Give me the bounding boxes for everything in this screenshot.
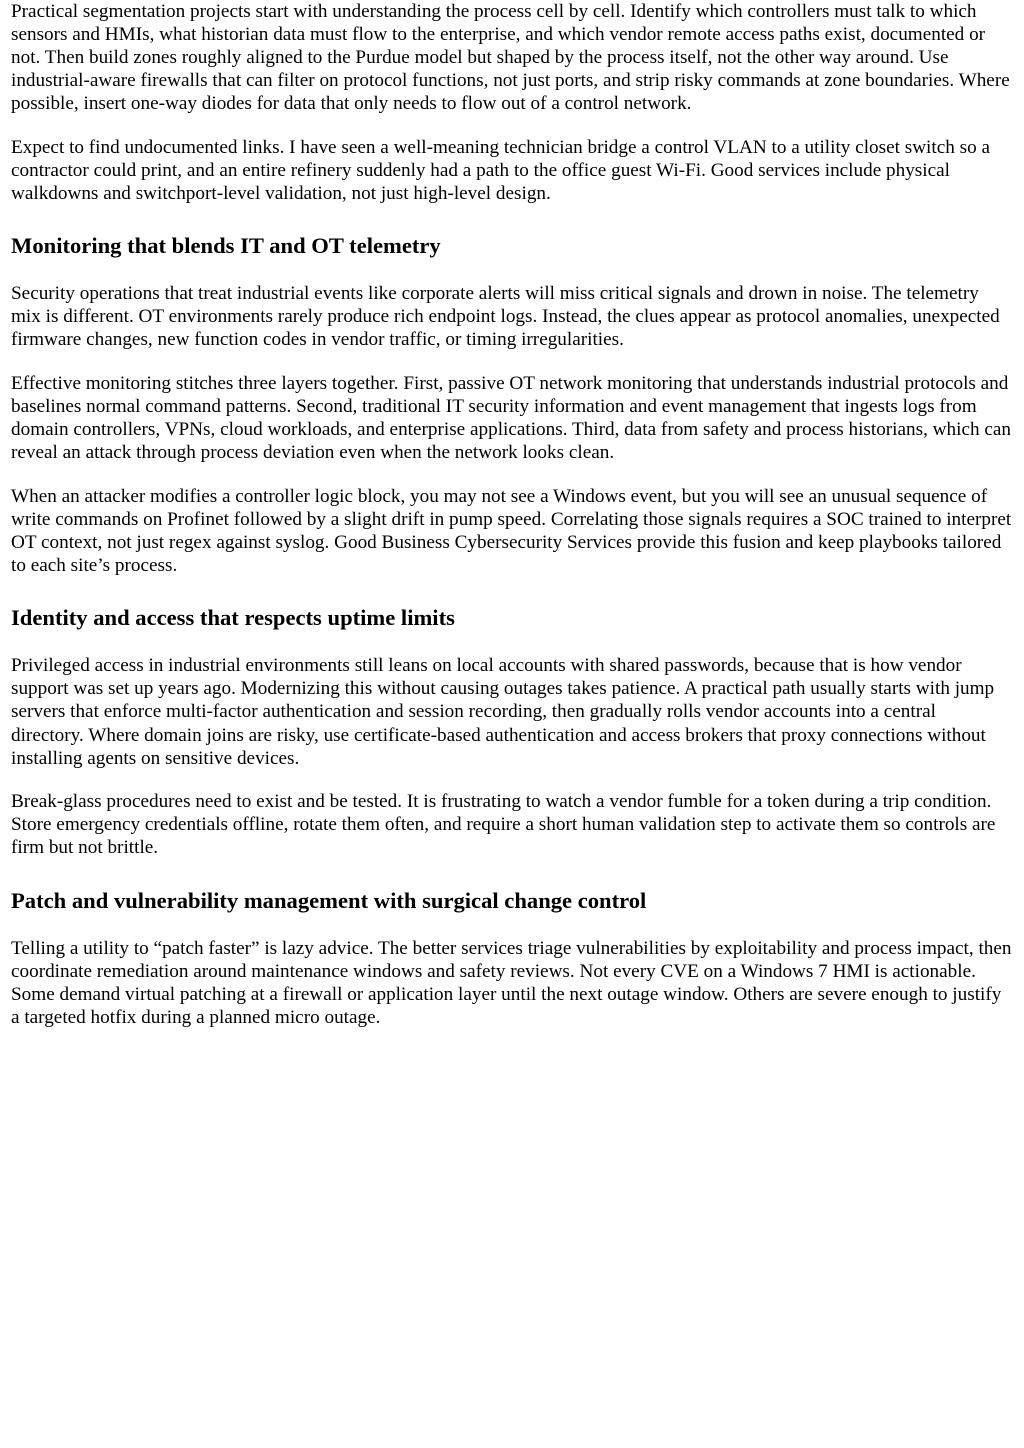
paragraph-attacker-example: When an attacker modifies a controller logic block, you may not see a Windows event, but you will see an unusual sequence of write commands on Profinet followed by a slight drift in pump speed. Correlating those signals requires a SOC trained to interpret OT context, not just regex against syslog. Good Business Cybersecurity Services provide this fusion and keep playbooks tailored to each site’s process. — [11, 485, 1012, 577]
paragraph-privileged-access: Privileged access in industrial environments still leans on local accounts with shared passwords, because that is how vendor support was set up years ago. Modernizing this without causing outages takes patience. A practical path usually starts with jump servers that enforce multi-factor authentication and session recording, then gradually rolls vendor accounts into a central directory. Where domain joins are risky, use certificate-based authentication and access brokers that proxy connections without installing agents on sensitive devices. — [11, 655, 995, 769]
paragraph-segmentation-projects: Practical segmentation projects start with understanding the process cell by cell. Identify which controllers must talk to which sensors and HMIs, what historian data must flow to the enterprise, and which vendor remote access paths exist, documented or not. Then build zones roughly aligned to the Purdue model but shaped by the process itself, not the other way around. Use industrial-aware firewalls that can filter on protocol functions, not just ports, and strip risky commands at zone boundaries. Where possible, insert one-way diodes for data that only needs to flow out of a control network. — [11, 1, 1010, 115]
paragraph-security-operations: Security operations that treat industrial events like corporate alerts will miss critical signals and drown in noise. The telemetry mix is different. OT environments rarely produce rich endpoint logs. Instead, the clues appear as protocol anomalies, unexpected firmware changes, new function codes in vendor traffic, or timing irregularities. — [11, 283, 1000, 351]
heading-monitoring: Monitoring that blends IT and OT telemetry — [11, 233, 441, 259]
heading-identity-access: Identity and access that respects uptime limits — [11, 605, 455, 631]
paragraph-effective-monitoring: Effective monitoring stitches three layers together. First, passive OT network monitoring that understands industrial protocols and baselines normal command patterns. Second, traditional IT security information and event management that ingests logs from domain controllers, VPNs, cloud workloads, and enterprise applications. Third, data from safety and process historians, which can reveal an attack through process deviation even when the network looks clean. — [11, 373, 1011, 464]
heading-patch-management: Patch and vulnerability management with surgical change control — [11, 887, 647, 913]
paragraph-patch-faster: Telling a utility to “patch faster” is lazy advice. The better services triage vulnerabilities by exploitability and process impact, then coordinate remediation around maintenance windows and safety reviews. Not every CVE on a Windows 7 HMI is actionable. Some demand virtual patching at a firewall or application layer until the next outage window. Others are severe enough to justify a targeted hotfix during a planned micro outage. — [11, 937, 1012, 1028]
paragraph-break-glass: Break-glass procedures need to exist and be tested. It is frustrating to watch a vendor fumble for a token during a trip condition. Store emergency credentials offline, rotate them often, and require a short human validation step to activate them so controls are firm but not brittle. — [11, 791, 996, 859]
paragraph-undocumented-links: Expect to find undocumented links. I have seen a well-meaning technician bridge a control VLAN to a utility closet switch so a contractor could print, and an entire refinery suddenly had a path to the office guest Wi-Fi. Good services include physical walkdowns and switchport-level validation, not just high-level design. — [11, 136, 991, 205]
